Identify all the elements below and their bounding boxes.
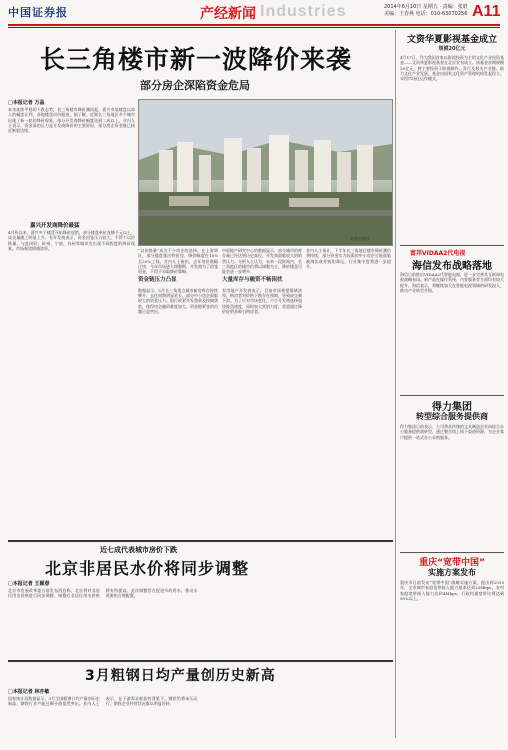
- city-buildings-photo: [139, 100, 392, 245]
- right-divider-2: [400, 395, 504, 396]
- middle-text: 北京市发展改革委日前发布消息称，北京将对非居民用水价格进行同步调整，调整后非居民用水价格将有所提高。此次调整旨在促进节约用水，推动水资源的合理配置。: [8, 588, 198, 599]
- right-a-text: 4月17日，作为我国首家以影视投资为主的文化产业投资基金——文资华夏影视基金在北京宣布成立。该基金首期规模20亿元，将主要投资于影视制作、发行及相关产业链，助力文化产业发展。基金由国有文化资产管理机构发起设立，采用市场化运作模式。: [400, 55, 504, 82]
- right-b-text: 海信日前推出VIDAA2代智能电视，进一步完善其互联网电视战略布局。新产品在操作系统、内容服务等方面均有较大提升，海信表示，将继续加大在智能电视领域的研发投入，推动产业转型升级。: [400, 272, 504, 293]
- photo-caption: 新华社图片: [350, 236, 370, 241]
- right-d-headline: 重庆“宽带中国”: [419, 558, 485, 568]
- right-d-sub: 实施方案发布: [428, 568, 476, 577]
- right-divider-1: [400, 245, 504, 246]
- lead-column-3: [222, 248, 302, 533]
- lead-headline: 长三角楼市新一波降价来袭: [40, 45, 353, 74]
- lead-byline: □本报记者 万晶: [8, 100, 45, 106]
- lead-col2-text: “以价换量”成为不少房企的选择。在上海郊区，部分楼盘推出特价房，降价幅度在10%至20%之间。业内人士指出，去年房价涨幅过快，今年市场进入调整期，开发商为了回笼资金，不得不采取降价策略。: [138, 248, 218, 275]
- right-b-kicker: 富邦VIDAA2代电视: [410, 250, 466, 257]
- middle-text-block: [8, 588, 393, 658]
- lead-column-4: [306, 248, 391, 533]
- middle-byline: □本报记者 王颖春: [8, 581, 50, 587]
- right-c-sub: 转型综合服务提供商: [416, 412, 488, 421]
- lead-col2b-text: 数据显示，5月长三角重点城市新房库存持续攀升，去化周期明显延长，部分中小房企面临较大的资金压力。银行收紧开发贷款及按揭贷款，使得房企融资难度加大，资金链紧张的问题日益突出。: [138, 287, 218, 314]
- top-rule: [8, 24, 500, 26]
- middle-headline: 北京非居民水价将同步调整: [45, 559, 250, 578]
- bottom-divider: [8, 660, 393, 662]
- right-d-text: 重庆市日前发布“宽带中国”战略实施方案，提出到2015年，全市城市家庭宽带接入能力基本达到20Mbps，农村家庭宽带接入能力达到4Mbps，行政村通宽带比例达到95%以上。: [400, 580, 504, 601]
- right-d-text-block: [400, 580, 504, 740]
- newspaper-logo: 中国证券报: [8, 6, 68, 19]
- lead-col2-subhead: 资金链压力凸显: [138, 277, 177, 284]
- page-number: A11: [472, 3, 501, 20]
- bottom-byline: □本报记者 林亦敏: [8, 689, 50, 695]
- right-a-text-block: [400, 55, 504, 240]
- bottom-headline: 3月粗钢日均产量创历史新高: [85, 668, 276, 684]
- section-title: 产经新闻: [200, 6, 256, 22]
- middle-kicker: 近七成代表城市房价下跌: [100, 546, 177, 554]
- page-info: 2014年6月10日 星期五 · 责编：张晗 美编：王春燕 电话：010-63070256: [384, 4, 468, 17]
- section-title-en: Industries: [260, 3, 347, 20]
- lead-photo: [138, 99, 393, 246]
- right-b-text-block: [400, 272, 504, 390]
- lead-col3b-text: 有房地产开发商表示，目前市场观望情绪浓厚，购房者对价格下跌存在预期，导致成交量下滑。为了应对市场变化，不少开发商选择加快推盘速度，同时加大营销力度，希望通过降价促销来吸引购房者。: [222, 287, 302, 314]
- right-a-headline: 文资华夏影视基金成立: [406, 35, 497, 45]
- lead-col1b-text: 4月份以来，嘉兴多个楼盘开始降价促销，部分楼盘单价直降千元以上，成交量随之明显上升。有开发商表示，资金回笼压力较大，不得不以价换量。与此同时，杭州、宁波、苏州等城市也出现不同程度的降价现象，市场观望情绪浓厚。: [8, 230, 135, 251]
- right-b-headline: 海信发布战略落地: [412, 261, 492, 272]
- lead-column-2: [138, 248, 218, 533]
- right-c-headline: 得力集团: [432, 402, 472, 413]
- lead-column-1: [8, 107, 135, 219]
- lead-col4-text: 业内人士预计，下半年长三角地区楼市降价潮仍将持续，部分资金实力较弱的中小房企可能面临被淘汰或并购的命运，行业集中度将进一步提升。: [306, 248, 391, 269]
- lead-subheadline: 部分房企深陷资金危局: [140, 79, 250, 92]
- lead-col1-subhead: 嘉兴开发商降价最猛: [30, 223, 80, 229]
- right-c-text: 得力集团日前表示，公司将从传统的文具制造企业向综合办公服务提供商转型，通过整合线上线下渠道资源，为企业客户提供一站式办公采购服务。: [400, 424, 504, 440]
- lead-col3-text: 中原地产研究中心的数据显示，部分城市的库存量已经达到历史高位，开发商面临较大的销售压力。分析人士认为，未来一段时间内，长三角地区的楼市仍将以调整为主，降价楼盘可能会进一步增多。: [222, 248, 302, 275]
- right-c-text-block: [400, 424, 504, 549]
- bottom-text: 国家统计局数据显示，3月全国粗钢日均产量创历史新高，钢铁行业产能过剩矛盾依然突出。业内人士表示，在下游需求疲软的背景下，钢价仍将承压运行，钢铁企业经营状况难以明显好转。: [8, 696, 198, 707]
- top-rule-thin: [8, 27, 500, 28]
- lead-col3-subhead: 大量库存与融资不畅困扰: [222, 277, 283, 284]
- lead-col1-text: 本来连续平稳的下跌态势，长三角楼市降价潮再起，嘉兴市某楼盘以惊人的幅度让利，各地楼盘纷纷跟进，据了解，近期长三角地区多个城市出现了新一轮的降价现象，部分开发商降价幅度达到二成以上。业内人士表示，资金面的压力是开发商降价的主要原因，部分房企资金链已接近断裂边缘。: [8, 107, 135, 134]
- middle-divider: [8, 540, 393, 542]
- right-column-divider: [395, 30, 396, 738]
- bottom-text-block: [8, 696, 393, 746]
- lead-column-1b: [8, 230, 135, 530]
- right-a-sub: 规模20亿元: [438, 46, 466, 52]
- right-divider-3: [400, 552, 504, 553]
